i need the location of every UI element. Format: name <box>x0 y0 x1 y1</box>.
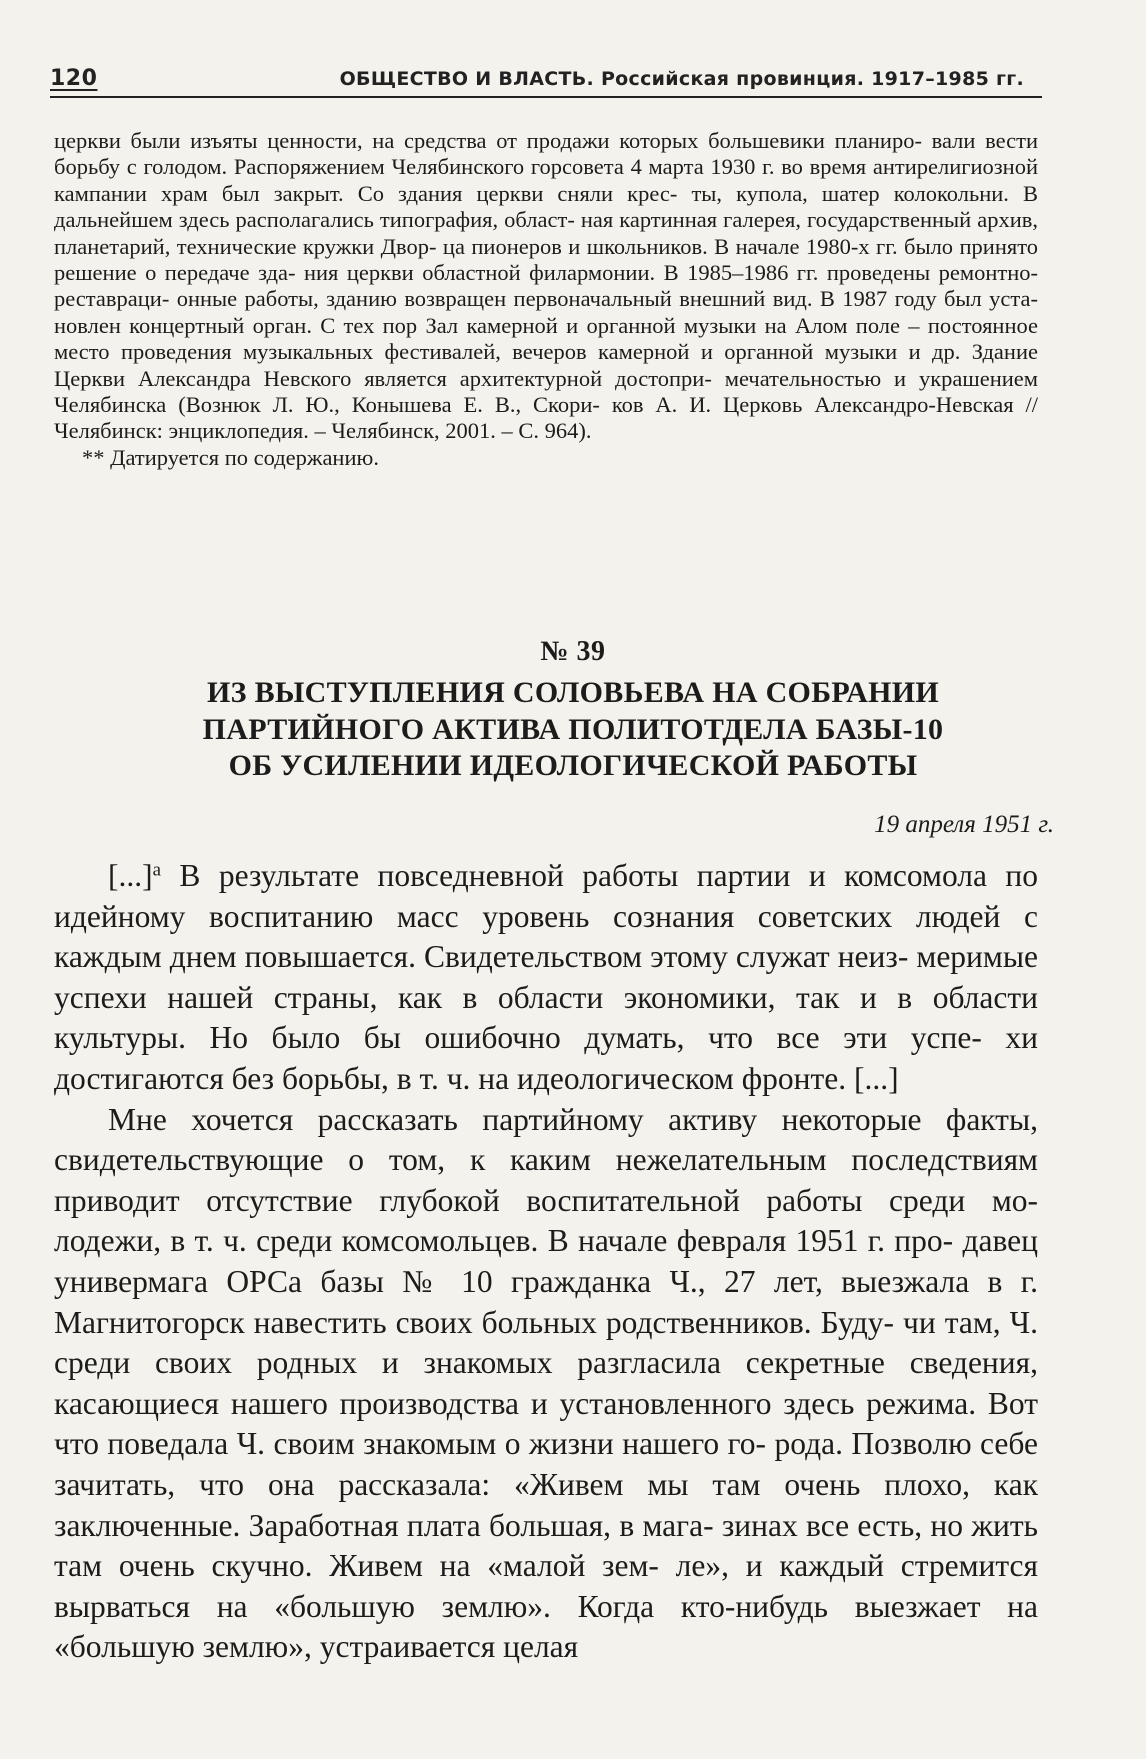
body-line: с каждым днем повышается. Свидетельством этому служат неиз- <box>54 898 1038 975</box>
body-line: в г. Магнитогорск навестить своих больных родственников. Буду- <box>54 1263 1039 1340</box>
note-line: мечательностью и украшением Челябинска (Вознюк Л. Ю., Конышева Е. В., Скори- <box>54 365 1039 418</box>
body-paragraph-2 <box>54 1100 1038 1668</box>
dating-footnote: ** Датируется по содержанию. <box>82 444 379 470</box>
body-line: рода. Позволю себе зачитать, что она рассказала: «Живем мы там <box>54 1426 1039 1502</box>
title-line: ОБ УСИЛЕНИИ ИДЕОЛОГИЧЕСКОЙ РАБОТЫ <box>228 749 918 782</box>
note-line: во время антирелигиозной кампании храм был закрыт. Со здания церкви сняли крес- <box>54 154 1038 206</box>
body-line: чи там, Ч. среди своих родных и знакомых разгласила секретные <box>54 1304 1038 1381</box>
body-line: режима. Вот что поведала Ч. своим знакомым о жизни нашего го- <box>54 1385 1038 1462</box>
page-number: 120 <box>50 66 98 91</box>
note-paragraph <box>54 128 1038 445</box>
body-line: меримые успехи нашей страны, как в области экономики, так и в <box>54 939 1038 1015</box>
body-line: ле», и каждый стремится вырваться на «большую землю». Когда <box>54 1548 1039 1624</box>
note-line: ты, купола, шатер колокольни. В дальнейшем здесь располагались типография, област- <box>54 180 1038 233</box>
note-line: ная картинная галерея, государственный архив, планетарий, технические кружки Двор- <box>54 207 1039 259</box>
note-line: ков А. И. Церковь Александро-Невская // Челябинск: энциклопедия. – Челябинск, <box>54 392 1039 444</box>
body-line: давец универмага ОРСа базы № 10 гражданка Ч., 27 лет, выезжала <box>54 1223 1038 1299</box>
footnote-marker: а <box>152 859 161 881</box>
body-line: очень плохо, как заключенные. Заработная плата большая, в мага- <box>54 1466 1039 1543</box>
body-line: зинах все есть, но жить там очень скучно. Живем на «малой зем- <box>54 1507 1038 1584</box>
body-line: В результате повседневной работы партии и комсомола по <box>161 858 1038 893</box>
body-line: идейному воспитанию масс уровень сознания советских людей <box>54 898 1001 934</box>
body-line: Мне хочется рассказать партийному активу некоторые факты, <box>108 1101 1038 1137</box>
body-line: свидетельствующие о том, к каким нежелательным последствиям <box>54 1142 1038 1178</box>
note-line: вали вести борьбу с голодом. Распоряжением Челябинского горсовета 4 марта 1930 г. <box>54 128 1038 180</box>
body-line: сведения, касающиеся нашего производства и установленного здесь <box>54 1345 1039 1421</box>
document-title <box>60 675 1086 785</box>
note-line: ца пионеров и школьников. В начале 1980-х гг. было принято решение о передаче зда- <box>54 233 1039 286</box>
title-line: ПАРТИЙНОГО АКТИВА ПОЛИТОТДЕЛА БАЗЫ-10 <box>202 712 944 746</box>
title-line: ИЗ ВЫСТУПЛЕНИЯ СОЛОВЬЕВА НА СОБРАНИИ <box>207 676 939 709</box>
body-line: области культуры. Но было бы ошибочно думать, что все эти успе- <box>54 979 1038 1056</box>
document-date: 19 апреля 1951 г. <box>874 811 1054 838</box>
document-body <box>54 856 1038 1668</box>
note-line: онные работы, зданию возвращен первоначальный внешний вид. В 1987 году был уста- <box>176 286 1038 312</box>
commentary-note <box>54 128 1038 471</box>
body-paragraph-1 <box>54 856 1038 1100</box>
running-title: ОБЩЕСТВО И ВЛАСТЬ. Российская провинция. 1917–1985 гг. <box>339 68 1024 90</box>
body-line: хи достигаются без борьбы, в т. ч. на идеологическом фронте. [...] <box>54 1020 1039 1096</box>
body-line: кто-нибудь выезжает на «большую землю», устраивается целая <box>54 1588 1039 1665</box>
body-line: приводит отсутствие глубокой воспитательной работы среди мо- <box>54 1182 1038 1218</box>
body-line: лодежи, в т. ч. среди комсомольцев. В начале февраля 1951 г. про- <box>54 1223 954 1259</box>
omission-mark: [...] <box>108 858 153 893</box>
note-line: постоянное место проведения музыкальных фестивалей, вечеров камерной и органной <box>54 312 1039 365</box>
document-number: № 39 <box>540 636 606 667</box>
note-line: церкви были изъяты ценности, на средства от продажи которых большевики планиро- <box>54 128 922 153</box>
note-line: 2001. – С. 964). <box>445 418 592 444</box>
note-line: музыки и др. Здание Церкви Александра Невского является архитектурной достопри- <box>54 339 1038 391</box>
page-header <box>50 66 1042 100</box>
header-rule <box>50 96 1042 98</box>
note-line: новлен концертный орган. С тех пор Зал камерной и органной музыки на Алом поле – <box>54 312 920 338</box>
note-line: ния церкви областной филармонии. В 1985–1986 гг. проведены ремонтно-реставраци- <box>54 260 1038 312</box>
